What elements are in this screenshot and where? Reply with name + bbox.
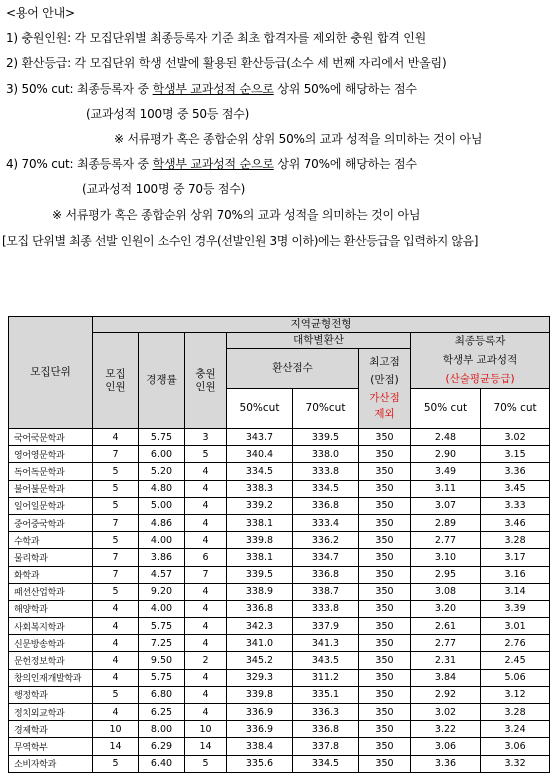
cell-quota: 5 <box>93 532 139 549</box>
cell-cut70-score: 337.8 <box>293 738 359 755</box>
cell-cut70-score: 334.7 <box>293 549 359 566</box>
cell-unit: 소비자학과 <box>9 755 93 772</box>
header-grade-average-text: (산술평균등급) <box>445 373 515 385</box>
cell-quota: 10 <box>93 721 139 738</box>
table-row <box>9 480 550 497</box>
cell-quota: 14 <box>93 738 139 755</box>
cell-competition: 5.75 <box>139 669 185 686</box>
cell-cut70-grade: 2.45 <box>481 652 550 669</box>
table-row <box>9 686 550 703</box>
cell-cut50-score: 335.6 <box>227 755 293 772</box>
cell-cut50-grade: 3.84 <box>411 669 481 686</box>
guide-item-4-example: (교과성적 100명 중 70등 점수) <box>82 182 246 196</box>
cell-competition: 9.50 <box>139 652 185 669</box>
cell-cut50-grade: 2.61 <box>411 618 481 635</box>
cell-supplementary: 4 <box>185 463 227 480</box>
table-row <box>9 514 550 531</box>
cell-competition: 3.86 <box>139 549 185 566</box>
table-row <box>9 738 550 755</box>
cell-cut50-grade: 3.22 <box>411 721 481 738</box>
cell-quota: 7 <box>93 549 139 566</box>
table-row <box>9 618 550 635</box>
cell-quota: 4 <box>93 669 139 686</box>
cell-supplementary: 14 <box>185 738 227 755</box>
cell-cut50-grade: 3.06 <box>411 738 481 755</box>
admission-results-table <box>8 316 550 773</box>
guide-item-3 <box>6 82 417 96</box>
cell-quota: 5 <box>93 497 139 514</box>
guide-item-3-note: ※ 서류평가 혹은 종합순위 상위 50%의 교과 성적을 의미하는 것이 아님 <box>114 132 483 146</box>
cell-quota: 5 <box>93 463 139 480</box>
header-final-registrants <box>411 333 550 389</box>
cell-supplementary: 6 <box>185 549 227 566</box>
table-row <box>9 600 550 617</box>
cell-unit: 해양학과 <box>9 600 93 617</box>
cell-cut70-grade: 5.06 <box>481 669 550 686</box>
cell-cut70-grade: 3.33 <box>481 497 550 514</box>
cell-supplementary: 4 <box>185 600 227 617</box>
cell-cut50-score: 339.5 <box>227 566 293 583</box>
table-header <box>9 317 550 429</box>
cell-cut50-grade: 2.95 <box>411 566 481 583</box>
cell-unit: 수학과 <box>9 532 93 549</box>
cell-quota: 5 <box>93 755 139 772</box>
cell-cut50-grade: 2.90 <box>411 446 481 463</box>
guide-item-3-text: 3) 50% cut: 최종등록자 중 <box>6 82 153 96</box>
cell-max-score: 350 <box>359 635 411 652</box>
cell-cut70-grade: 3.02 <box>481 429 550 446</box>
cell-cut70-grade: 2.76 <box>481 635 550 652</box>
cell-cut50-grade: 3.02 <box>411 704 481 721</box>
header-bonus-text: 가산점 <box>369 392 400 404</box>
cell-unit: 물리학과 <box>9 549 93 566</box>
cell-cut70-grade: 3.17 <box>481 549 550 566</box>
cell-competition: 9.20 <box>139 583 185 600</box>
cell-cut50-grade: 3.08 <box>411 583 481 600</box>
cell-max-score: 350 <box>359 721 411 738</box>
guide-item-3-example: (교과성적 100명 중 50등 점수) <box>86 107 250 121</box>
cell-cut50-grade: 3.07 <box>411 497 481 514</box>
header-bonus-excluded-text: 제외 <box>374 408 395 420</box>
cell-cut50-score: 339.8 <box>227 532 293 549</box>
cell-cut70-score: 339.5 <box>293 429 359 446</box>
cell-cut50-grade: 3.49 <box>411 463 481 480</box>
guide-footnote: [모집 단위별 최종 선발 인원이 소수인 경우(선발인원 3명 이하)에는 환산등급을 입력하지 않음] <box>2 234 479 248</box>
cell-max-score: 350 <box>359 652 411 669</box>
guide-item-4-text: 4) 70% cut: 최종등록자 중 <box>6 157 153 171</box>
cell-cut50-score: 338.3 <box>227 480 293 497</box>
cell-max-score: 350 <box>359 429 411 446</box>
cell-unit: 독어독문학과 <box>9 463 93 480</box>
cell-cut50-grade: 3.10 <box>411 549 481 566</box>
header-supplementary-text: 충원인원 <box>195 367 216 393</box>
cell-cut70-score: 333.8 <box>293 463 359 480</box>
cell-unit: 불어불문학과 <box>9 480 93 497</box>
cell-cut70-grade: 3.16 <box>481 566 550 583</box>
header-quota <box>93 333 139 429</box>
cell-unit: 정치외교학과 <box>9 704 93 721</box>
cell-competition: 5.20 <box>139 463 185 480</box>
table-row <box>9 669 550 686</box>
cell-unit: 창의인재개발학과 <box>9 669 93 686</box>
cell-quota: 7 <box>93 566 139 583</box>
cell-unit: 화학과 <box>9 566 93 583</box>
cell-cut70-score: 338.7 <box>293 583 359 600</box>
cell-cut50-grade: 2.89 <box>411 514 481 531</box>
cell-supplementary: 4 <box>185 480 227 497</box>
cell-cut70-grade: 3.01 <box>481 618 550 635</box>
table-row <box>9 566 550 583</box>
header-supplementary <box>185 333 227 429</box>
cell-cut70-grade: 3.15 <box>481 446 550 463</box>
cell-supplementary: 4 <box>185 635 227 652</box>
cell-cut70-score: 338.0 <box>293 446 359 463</box>
cell-cut70-score: 333.4 <box>293 514 359 531</box>
guide-heading: <용어 안내> <box>6 6 75 20</box>
cell-quota: 5 <box>93 583 139 600</box>
cell-cut50-score: 336.9 <box>227 721 293 738</box>
header-school-record-text: 학생부 교과성적 <box>442 354 518 366</box>
cell-competition: 6.40 <box>139 755 185 772</box>
cell-supplementary: 10 <box>185 721 227 738</box>
cell-competition: 6.29 <box>139 738 185 755</box>
cell-cut70-score: 336.3 <box>293 704 359 721</box>
table-row <box>9 635 550 652</box>
cell-cut70-score: 336.8 <box>293 721 359 738</box>
cell-unit: 패션산업학과 <box>9 583 93 600</box>
cell-cut50-grade: 3.36 <box>411 755 481 772</box>
cell-competition: 4.57 <box>139 566 185 583</box>
cell-cut70-grade: 3.28 <box>481 532 550 549</box>
table-row <box>9 652 550 669</box>
cell-cut50-score: 343.7 <box>227 429 293 446</box>
cell-cut50-score: 334.5 <box>227 463 293 480</box>
cell-competition: 4.80 <box>139 480 185 497</box>
guide-item-4 <box>6 157 417 171</box>
cell-cut70-score: 336.8 <box>293 566 359 583</box>
cell-competition: 5.75 <box>139 618 185 635</box>
cell-cut50-score: 342.3 <box>227 618 293 635</box>
cell-cut70-score: 343.5 <box>293 652 359 669</box>
cell-cut50-grade: 2.31 <box>411 652 481 669</box>
guide-item-4-rest: 상위 70%에 해당하는 점수 <box>273 157 417 171</box>
cell-supplementary: 4 <box>185 704 227 721</box>
header-max-score <box>359 349 411 429</box>
header-track: 지역균형전형 <box>93 317 550 333</box>
cell-competition: 6.80 <box>139 686 185 703</box>
cell-cut70-score: 337.9 <box>293 618 359 635</box>
header-final-reg-text: 최종등록자 <box>454 335 506 347</box>
cell-cut70-score: 336.2 <box>293 532 359 549</box>
cell-unit: 영어영문학과 <box>9 446 93 463</box>
header-max-score-text: 최고점 <box>369 356 400 368</box>
cell-max-score: 350 <box>359 738 411 755</box>
cell-cut50-score: 340.4 <box>227 446 293 463</box>
cell-cut50-grade: 2.77 <box>411 532 481 549</box>
cell-unit: 중어중국학과 <box>9 514 93 531</box>
header-cut50-grade: 50% cut <box>411 389 481 429</box>
cell-quota: 4 <box>93 652 139 669</box>
cell-cut50-grade: 2.92 <box>411 686 481 703</box>
table-row <box>9 463 550 480</box>
cell-unit: 사회복지학과 <box>9 618 93 635</box>
cell-cut70-score: 333.8 <box>293 600 359 617</box>
cell-quota: 7 <box>93 446 139 463</box>
header-full-score-text: (만점) <box>370 374 399 386</box>
cell-cut50-score: 338.1 <box>227 514 293 531</box>
cell-quota: 4 <box>93 600 139 617</box>
cell-supplementary: 5 <box>185 755 227 772</box>
cell-competition: 4.00 <box>139 532 185 549</box>
cell-supplementary: 4 <box>185 532 227 549</box>
cell-cut70-score: 334.5 <box>293 755 359 772</box>
cell-unit: 신문방송학과 <box>9 635 93 652</box>
cell-max-score: 350 <box>359 480 411 497</box>
cell-cut50-score: 336.8 <box>227 600 293 617</box>
cell-cut50-score: 341.0 <box>227 635 293 652</box>
guide-item-4-underlined: 학생부 교과성적 순으로 <box>152 157 274 171</box>
cell-supplementary: 4 <box>185 686 227 703</box>
cell-max-score: 350 <box>359 549 411 566</box>
cell-max-score: 350 <box>359 669 411 686</box>
cell-max-score: 350 <box>359 755 411 772</box>
cell-quota: 7 <box>93 514 139 531</box>
header-univ-conversion: 대학별환산 <box>227 333 411 349</box>
cell-unit: 일어일문학과 <box>9 497 93 514</box>
cell-max-score: 350 <box>359 686 411 703</box>
guide-item-3-rest: 상위 50%에 해당하는 점수 <box>273 82 417 96</box>
header-cut70-score: 70%cut <box>293 389 359 429</box>
cell-quota: 4 <box>93 635 139 652</box>
guide-item-1: 1) 충원인원: 각 모집단위별 최종등록자 기준 최초 합격자를 제외한 충원 합격 인원 <box>6 31 427 45</box>
cell-cut70-grade: 3.32 <box>481 755 550 772</box>
cell-cut70-grade: 3.14 <box>481 583 550 600</box>
cell-quota: 4 <box>93 704 139 721</box>
cell-cut50-score: 339.2 <box>227 497 293 514</box>
header-competition: 경쟁률 <box>139 333 185 429</box>
table-row <box>9 429 550 446</box>
cell-supplementary: 2 <box>185 652 227 669</box>
table-row <box>9 704 550 721</box>
cell-competition: 6.00 <box>139 446 185 463</box>
cell-supplementary: 7 <box>185 566 227 583</box>
header-quota-text: 모집인원 <box>105 367 126 393</box>
cell-max-score: 350 <box>359 618 411 635</box>
cell-supplementary: 4 <box>185 618 227 635</box>
cell-cut70-score: 336.8 <box>293 497 359 514</box>
cell-cut50-score: 339.8 <box>227 686 293 703</box>
cell-cut70-grade: 3.39 <box>481 600 550 617</box>
cell-unit: 무역학부 <box>9 738 93 755</box>
cell-cut50-score: 338.9 <box>227 583 293 600</box>
cell-cut70-score: 334.5 <box>293 480 359 497</box>
cell-competition: 5.75 <box>139 429 185 446</box>
cell-competition: 5.00 <box>139 497 185 514</box>
cell-unit: 경제학과 <box>9 721 93 738</box>
cell-cut70-grade: 3.36 <box>481 463 550 480</box>
cell-max-score: 350 <box>359 463 411 480</box>
header-converted-score: 환산점수 <box>227 349 359 389</box>
cell-cut70-grade: 3.45 <box>481 480 550 497</box>
cell-cut70-score: 311.2 <box>293 669 359 686</box>
cell-competition: 6.25 <box>139 704 185 721</box>
cell-supplementary: 3 <box>185 429 227 446</box>
cell-max-score: 350 <box>359 532 411 549</box>
cell-supplementary: 5 <box>185 446 227 463</box>
cell-cut50-grade: 2.77 <box>411 635 481 652</box>
table-body <box>9 429 550 773</box>
header-unit: 모집단위 <box>9 317 93 429</box>
cell-max-score: 350 <box>359 583 411 600</box>
cell-cut50-grade: 2.48 <box>411 429 481 446</box>
cell-competition: 8.00 <box>139 721 185 738</box>
cell-cut70-score: 335.1 <box>293 686 359 703</box>
table-row <box>9 497 550 514</box>
guide-item-2: 2) 환산등급: 각 모집단위 학생 선발에 활용된 환산등급(소수 세 번째 자리에서 반올림) <box>6 56 447 70</box>
cell-max-score: 350 <box>359 704 411 721</box>
cell-cut50-grade: 3.11 <box>411 480 481 497</box>
cell-cut50-grade: 3.20 <box>411 600 481 617</box>
cell-cut50-score: 338.1 <box>227 549 293 566</box>
cell-cut50-score: 338.4 <box>227 738 293 755</box>
cell-cut70-grade: 3.24 <box>481 721 550 738</box>
cell-cut50-score: 329.3 <box>227 669 293 686</box>
table-row <box>9 549 550 566</box>
table-row <box>9 583 550 600</box>
cell-max-score: 350 <box>359 497 411 514</box>
cell-quota: 5 <box>93 480 139 497</box>
cell-cut70-score: 341.3 <box>293 635 359 652</box>
cell-unit: 문헌정보학과 <box>9 652 93 669</box>
cell-max-score: 350 <box>359 600 411 617</box>
table-row <box>9 721 550 738</box>
table-row <box>9 532 550 549</box>
cell-cut70-grade: 3.06 <box>481 738 550 755</box>
cell-supplementary: 4 <box>185 583 227 600</box>
cell-cut70-grade: 3.28 <box>481 704 550 721</box>
cell-unit: 국어국문학과 <box>9 429 93 446</box>
cell-max-score: 350 <box>359 566 411 583</box>
cell-cut70-grade: 3.12 <box>481 686 550 703</box>
cell-max-score: 350 <box>359 514 411 531</box>
cell-supplementary: 4 <box>185 669 227 686</box>
header-cut50-score: 50%cut <box>227 389 293 429</box>
guide-item-4-note: ※ 서류평가 혹은 종합순위 상위 70%의 교과 성적을 의미하는 것이 아님 <box>52 208 421 222</box>
cell-supplementary: 4 <box>185 514 227 531</box>
cell-competition: 4.86 <box>139 514 185 531</box>
cell-quota: 5 <box>93 686 139 703</box>
cell-max-score: 350 <box>359 446 411 463</box>
cell-quota: 4 <box>93 618 139 635</box>
cell-cut70-grade: 3.46 <box>481 514 550 531</box>
table-row <box>9 446 550 463</box>
cell-competition: 7.25 <box>139 635 185 652</box>
cell-cut50-score: 345.2 <box>227 652 293 669</box>
cell-supplementary: 4 <box>185 497 227 514</box>
table-row <box>9 755 550 772</box>
cell-unit: 행정학과 <box>9 686 93 703</box>
cell-competition: 4.00 <box>139 600 185 617</box>
cell-cut50-score: 336.9 <box>227 704 293 721</box>
header-cut70-grade: 70% cut <box>481 389 550 429</box>
cell-quota: 4 <box>93 429 139 446</box>
guide-item-3-underlined: 학생부 교과성적 순으로 <box>152 82 274 96</box>
